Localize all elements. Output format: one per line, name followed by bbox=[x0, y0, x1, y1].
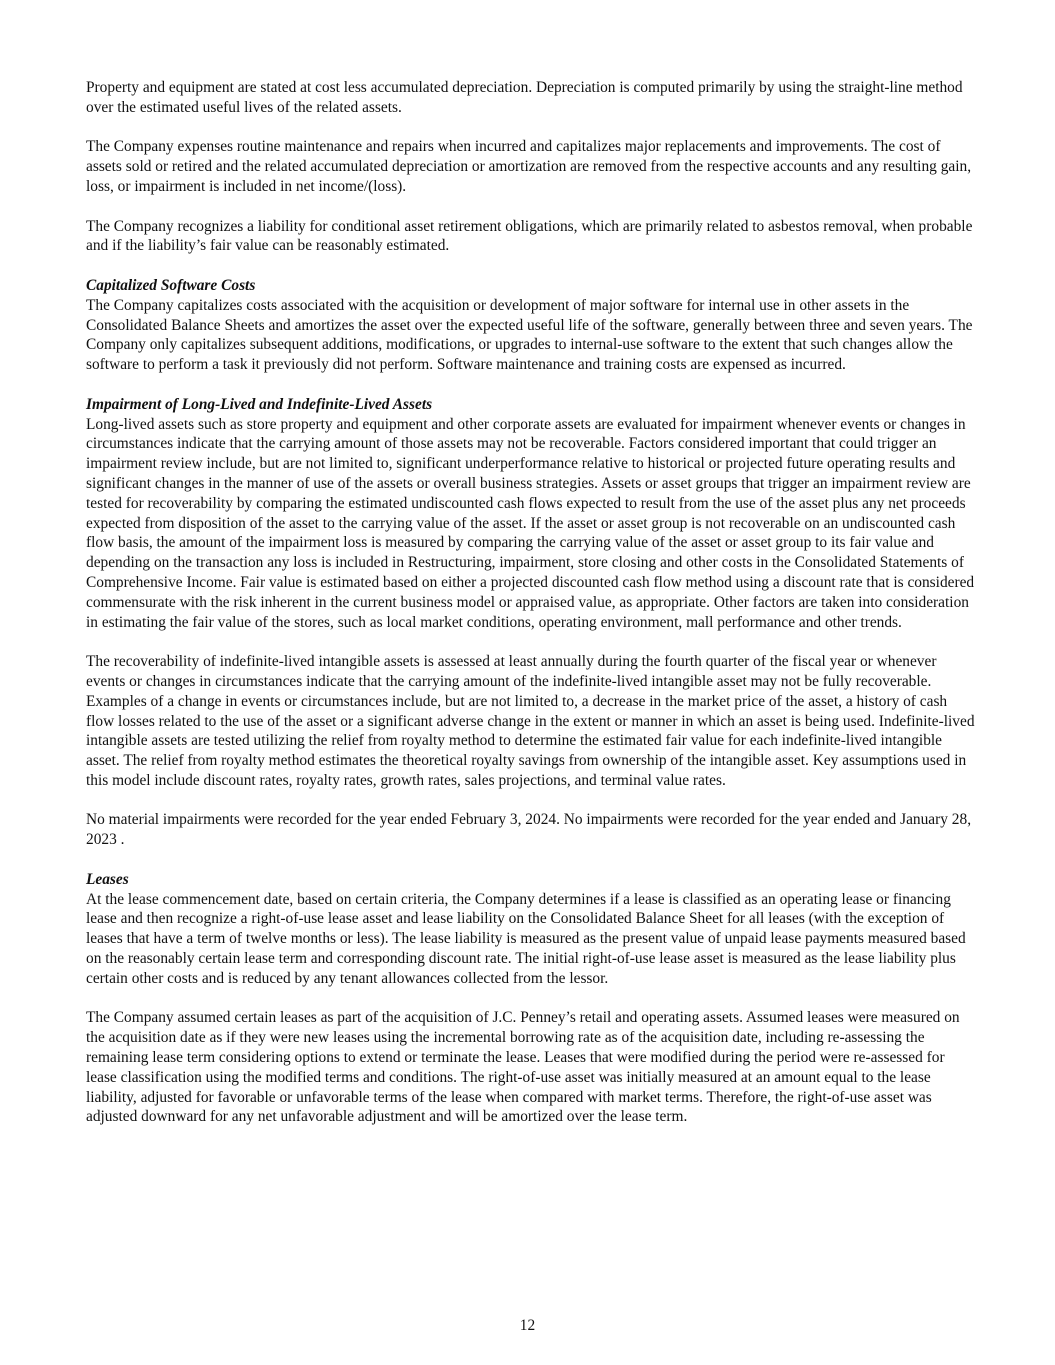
page-number: 12 bbox=[519, 1317, 536, 1334]
leases-paragraph-2: The Company assumed certain leases as part of the acquisition of J.C. Penney’s retail and operating assets. Assumed leases were measured on the acquisition date as if they were new leases using the incremental borrowing rate as of the acquisition date, including re-assessing the remaining lease term considering options to extend or terminate the lease. Leases that were modified during the period were re-assessed for lease classification using the modified terms and conditions. The right-of-use asset was initially measured at an amount equal to the lease liability, adjusted for favorable or unfavorable terms of the lease when compared with market terms. Therefore, the right-of-use asset was adjusted downward for any net unfavorable adjustment and will be amortized over the lease term. bbox=[86, 1009, 960, 1126]
property-paragraph-2: The Company expenses routine maintenance and repairs when incurred and capitalizes major replacements and improvements. The cost of assets sold or retired and the related accumulated depreciation or amortization are removed from the respective accounts and any resulting gain, loss, or impairment is included in net income/(loss). bbox=[86, 138, 972, 195]
impairment-paragraph-3: No material impairments were recorded for the year ended February 3, 2024. No impairments were recorded for the year ended and January 28, 2023 . bbox=[86, 811, 972, 849]
impairment-paragraph-1: Long-lived assets such as store property and equipment and other corporate assets are evaluated for impairment whenever events or changes in circumstances indicate that the carrying amount of those assets may not be recoverable. Factors considered important that could trigger an impairment review include, but are not limited to, significant underperformance relative to historical or projected future operating results and significant changes in the manner of use of the assets or overall business strategies. Assets or asset groups that trigger an impairment review are tested for recoverability by comparing the estimated undiscounted cash flows expected to result from the use of the asset plus any net proceeds expected from disposition of the asset to the carrying value of the asset. If the asset or asset group is not recoverable on an undiscounted cash flow basis, the amount of the impairment loss is measured by comparing the carrying value of the asset or asset group to its fair value and depending on the transaction any loss is included in Restructuring, impairment, store closing and other costs in the Consolidated Statements of Comprehensive Income. Fair value is estimated based on either a projected discounted cash flow method using a discount rate that is considered commensurate with the risk inherent in the current business model or appraised value, as appropriate. Other factors are taken into consideration in estimating the fair value of the stores, such as local market conditions, operating environment, mall performance and other trends. bbox=[86, 415, 975, 631]
property-paragraph-1: Property and equipment are stated at cost less accumulated depreciation. Depreciation is computed primarily by using the straight-line method over the estimated useful lives of the related assets. bbox=[86, 79, 963, 116]
impairment-paragraph-2: The recoverability of indefinite-lived intangible assets is assessed at least annually during the fourth quarter of the fiscal year or whenever events or changes in circumstances indicate that the carrying amount of the indefinite-lived intangible asset may not be fully recoverable. Examples of a change in events or circumstances include, but are not limited to, a decrease in the market price of the asset, a history of cash flow losses related to the use of the asset or a significant adverse change in the extent or manner in which an asset is being used. Indefinite-lived intangible assets are tested utilizing the relief from royalty method to determine the estimated fair value for each indefinite-lived intangible asset. The relief from royalty method estimates the theoretical royalty savings from ownership of the intangible asset. Key assumptions used in this model include discount rates, royalty rates, growth rates, sales projections, and terminal value rates. bbox=[86, 653, 975, 789]
leases-paragraph-1: At the lease commencement date, based on certain criteria, the Company determines if a lease is classified as an operating lease or financing lease and then recognize a right-of-use lease asset and lease liability on the Consolidated Balance Sheet for all leases (with the exception of leases that have a term of twelve months or less). The lease liability is measured as the present value of unpaid lease payments measured based on the reasonably certain lease term and corresponding discount rate. The initial right-of-use lease asset is measured as the lease liability plus certain other costs and is reduced by any tenant allowances collected from the lessor. bbox=[86, 890, 966, 987]
property-paragraph-3: The Company recognizes a liability for conditional asset retirement obligations, which are primarily related to asbestos removal, when probable and if the liability’s fair value can be reasonably estimated. bbox=[86, 217, 973, 255]
document-page bbox=[86, 78, 978, 1147]
software-paragraph-1: The Company capitalizes costs associated with the acquisition or development of major software for internal use in other assets in the Consolidated Balance Sheets and amortizes the asset over the expected useful life of the software, generally between three and seven years. The Company only capitalizes subsequent additions, modifications, or upgrades to internal-use software to the extent that such changes allow the software to perform a task it previously did not perform. Software maintenance and training costs are expensed as incurred. bbox=[86, 296, 973, 374]
software-heading: Capitalized Software Costs bbox=[86, 276, 256, 294]
impairment-heading: Impairment of Long-Lived and Indefinite-Lived Assets bbox=[86, 395, 433, 413]
leases-heading: Leases bbox=[86, 870, 129, 888]
